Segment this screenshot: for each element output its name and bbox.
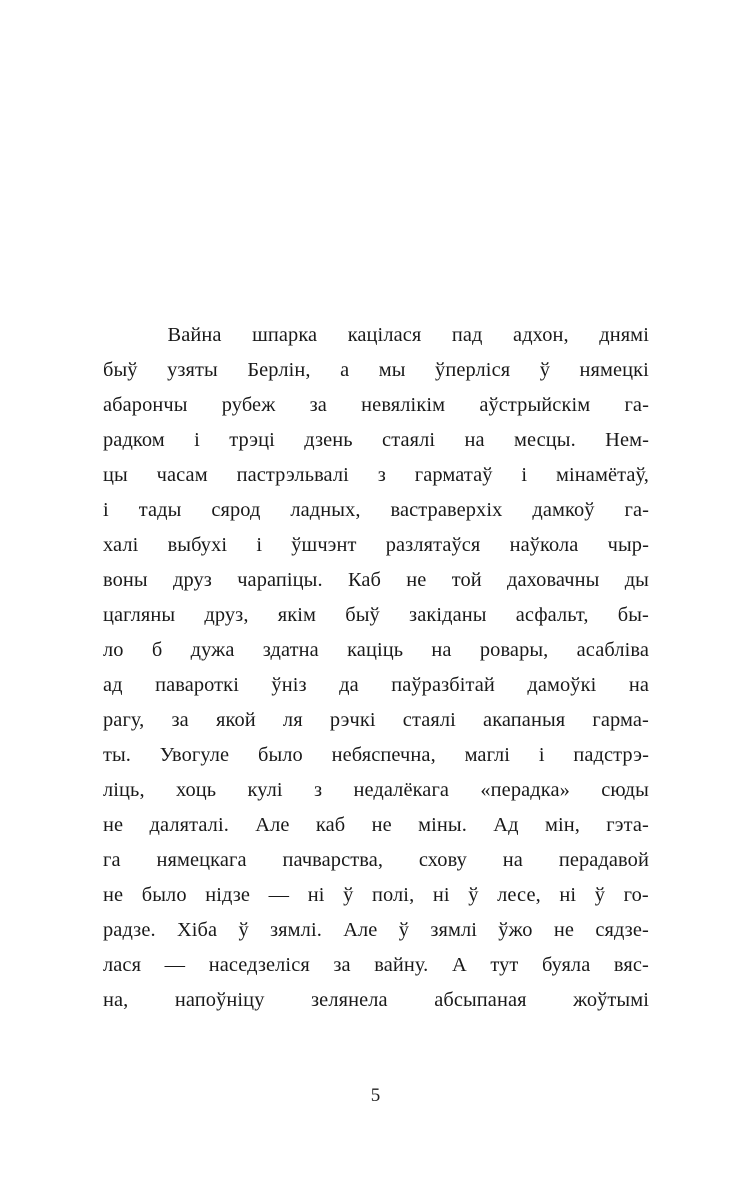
word: на [464,429,485,451]
text-line [103,913,649,948]
word: ў [398,919,410,941]
word: чыр- [607,534,649,556]
word: не [103,814,124,836]
word: ўніз [271,674,307,696]
word: асфальт, [515,604,589,626]
word: і [256,534,263,556]
word: здатна [262,639,319,661]
word: буяла [541,954,591,976]
word: ля [282,709,303,731]
word: шпарка [252,324,318,346]
word: ў [468,884,479,906]
word: за [333,954,351,976]
word: друз, [204,604,249,626]
word: выбухі [167,534,228,556]
word: было [258,744,303,766]
word: наседзеліся [208,954,310,976]
word: цы [103,464,128,486]
word: адхон, [513,324,569,346]
word: — [164,954,186,976]
word: чарапіцы. [237,569,323,591]
word: ў [539,359,550,381]
word: ў [343,884,354,906]
word: жоўтымі [573,989,649,1011]
word: а [340,359,350,381]
word: дамкоў [532,499,595,521]
word: ды [624,569,649,591]
text-line [103,318,649,353]
word: і [103,499,109,521]
text-line [103,808,649,843]
word: ло [103,639,124,661]
word: лася [103,954,142,976]
word: Каб [347,569,381,591]
word: нямецкага [156,849,247,871]
word: часам [156,464,208,486]
word: паўразбітай [391,674,495,696]
word: якой [216,709,256,731]
word: не [371,814,392,836]
word: гарматаў [414,464,493,486]
word: лесе, [497,884,541,906]
word: трэці [229,429,275,451]
text-line [103,703,649,738]
word: дзень [304,429,353,451]
word: днямі [599,324,649,346]
word: ўперліся [435,359,511,381]
text-line [103,598,649,633]
word: Вайна [167,324,222,346]
word: пастрэльвалі [236,464,349,486]
word: сюды [601,779,649,801]
word: ў [594,884,606,906]
word: ты. [103,744,132,766]
word: за [171,709,189,731]
word: «перадка» [480,779,570,801]
word: нідзе [205,884,251,906]
word: за [309,394,327,416]
word: полі, [371,884,415,906]
word: сядзе- [595,919,649,941]
word: закіданы [409,604,487,626]
word: даляталі. [149,814,229,836]
word: з [314,779,323,801]
word: пачварства, [282,849,384,871]
text-line [103,423,649,458]
word: га- [624,394,649,416]
text-line [103,458,649,493]
word: узяты [167,359,218,381]
word: на [502,849,523,871]
word: абсыпаная [434,989,527,1011]
word: Берлін, [247,359,311,381]
word: рубеж [221,394,276,416]
word: бы- [617,604,649,626]
text-line [103,353,649,388]
word: кулі [247,779,283,801]
word: акапаныя [483,709,566,731]
word: гарма- [592,709,649,731]
word: Увогуле [159,744,230,766]
text-line [103,878,649,913]
word: га [103,849,121,871]
word: вяс- [613,954,649,976]
word: А [451,954,467,976]
text-line [103,493,649,528]
word: ні [307,884,325,906]
word: даховачны [507,569,600,591]
word: ўшчэнт [291,534,357,556]
word: на, [103,989,129,1011]
body-text-block [103,318,649,1018]
word: дужа [190,639,235,661]
word: той [451,569,482,591]
word: радзе. [103,919,156,941]
word: ладных, [290,499,361,521]
first-line-indent [103,318,137,353]
text-line [103,773,649,808]
paragraph [103,318,649,1018]
word: тады [138,499,182,521]
word: павароткі [155,674,239,696]
word: аўстрыйскім [479,394,591,416]
word: і [194,429,200,451]
word: не [406,569,427,591]
word: мы [378,359,406,381]
word: ўжо [498,919,533,941]
text-line [103,843,649,878]
text-line [103,948,649,983]
word: друз [172,569,212,591]
word: стаялі [402,709,456,731]
word: было [141,884,187,906]
word: зямлі. [270,919,322,941]
word: каціць [347,639,404,661]
word: б [151,639,163,661]
word: цагляны [103,604,176,626]
word: мінамётаў, [556,464,649,486]
word: ліць, [103,779,145,801]
word: невялікім [361,394,446,416]
word: зелянела [311,989,388,1011]
word: да [339,674,359,696]
word: рагу, [103,709,145,731]
word: недалёкага [353,779,450,801]
word: і [538,744,545,766]
word: радком [103,429,165,451]
word: на [628,674,649,696]
word: стаялі [382,429,436,451]
word: быў [345,604,380,626]
word: вайну. [374,954,429,976]
word: міны. [418,814,467,836]
word: тут [490,954,519,976]
word: рэчкі [329,709,376,731]
word: месцы. [513,429,576,451]
word: небяспечна, [331,744,436,766]
word: го- [623,884,649,906]
word: з [377,464,386,486]
word: зямлі [430,919,478,941]
word: Нем- [605,429,649,451]
text-line [103,668,649,703]
word: схову [418,849,467,871]
word: асабліва [576,639,649,661]
word: ровары, [479,639,549,661]
page-number: 5 [370,1085,381,1106]
word: Хіба [176,919,218,941]
word: гэта- [606,814,649,836]
word: перадавой [558,849,649,871]
word: ў [238,919,249,941]
word: мін, [544,814,580,836]
text-line [103,983,649,1018]
word: хоць [175,779,217,801]
word: маглі [464,744,511,766]
word: каб [315,814,346,836]
word: вастраверхіх [390,499,503,521]
word: ад [103,674,123,696]
word: якім [277,604,317,626]
word: і [521,464,528,486]
word: халі [103,534,139,556]
word: воны [103,569,148,591]
word: Але [255,814,290,836]
word: Ад [493,814,519,836]
word: абарончы [103,394,188,416]
word: наўкола [509,534,579,556]
text-line [103,528,649,563]
word: быў [103,359,138,381]
word: га- [624,499,649,521]
text-line [103,633,649,668]
word: разлятаўся [385,534,481,556]
word: Але [343,919,378,941]
word: на [431,639,452,661]
word: падстрэ- [573,744,649,766]
word: не [553,919,575,941]
word: ні [432,884,450,906]
word: не [103,884,124,906]
word: нямецкі [579,359,649,381]
text-line [103,388,649,423]
word: кацілася [347,324,422,346]
word: ні [559,884,577,906]
text-line [103,738,649,773]
text-line [103,563,649,598]
word: дамоўкі [527,674,597,696]
word: пад [451,324,483,346]
word: сярод [211,499,261,521]
word: — [268,884,290,906]
word: напоўніцу [174,989,265,1011]
